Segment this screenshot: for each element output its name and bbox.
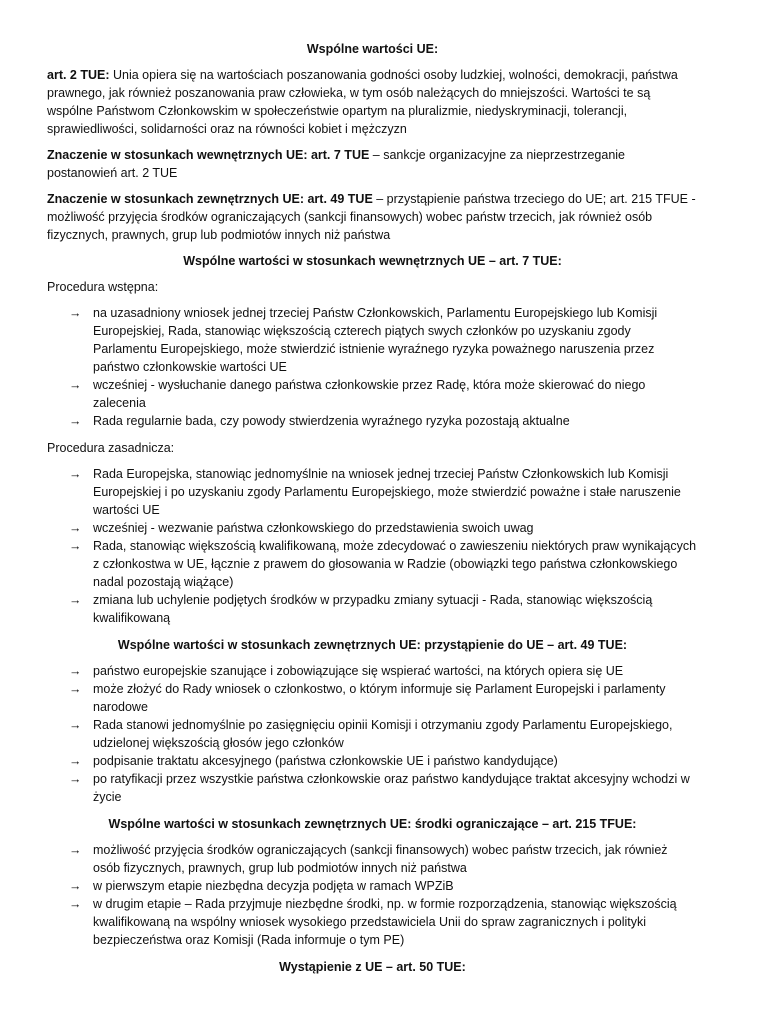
paragraph-internal-bold: Znaczenie w stosunkach wewnętrznych UE: art. 7 TUE <box>47 148 370 162</box>
paragraph-external-bold: Znaczenie w stosunkach zewnętrznych UE: art. 49 TUE <box>47 192 373 206</box>
list-item <box>69 519 698 537</box>
list-art215 <box>47 841 698 949</box>
list-item <box>69 752 698 770</box>
arrow-icon: → <box>69 772 82 786</box>
list-item-text: na uzasadniony wniosek jednej trzeciej Państw Członkowskich, Parlamentu Europejskiego lub Komisji Europejskiej, Rada, stanowiąc większością czterech piątych swych członków po uzyskaniu zgody Parlamentu Europejskiego, może stwierdzić istnienie wyraźnego ryzyka poważnego naruszenia przez państwo członkowskie wartości UE <box>93 306 658 374</box>
list-procedura-zasadnicza <box>47 465 698 627</box>
paragraph-internal-text: – sankcje organizacyjne za nieprzestrzeganie postanowień art. 2 TUE <box>47 148 626 180</box>
label-procedura-zasadnicza: Procedura zasadnicza: <box>47 441 175 455</box>
list-item-text: Rada regularnie bada, czy powody stwierdzenia wyraźnego ryzyka pozostają aktualne <box>93 414 570 428</box>
list-item-text: Rada Europejska, stanowiąc jednomyślnie na wniosek jednej trzeciej Państw Członkowskich lub Komisji Europejskiej i po uzyskaniu zgody Parlamentu Europejskiego, może stwierdzić poważne i stałe naruszenie wartości UE <box>93 467 681 517</box>
list-item-text: możliwość przyjęcia środków ograniczających (sankcji finansowych) wobec państw trzecich, jak również osób fizycznych, prawnych, grup lub podmiotów innych niż państwa <box>93 843 668 875</box>
list-item <box>69 680 698 716</box>
list-item <box>69 376 698 412</box>
list-item-text: może złożyć do Rady wniosek o członkostwo, o którym informuje się Parlament Europejski i parlamenty narodowe <box>93 682 666 714</box>
section-heading-art50: Wystąpienie z UE – art. 50 TUE: <box>279 960 466 974</box>
arrow-icon: → <box>69 593 82 607</box>
label-procedura-wstepna: Procedura wstępna: <box>47 280 159 294</box>
arrow-icon: → <box>69 306 82 320</box>
arrow-icon: → <box>69 843 82 857</box>
list-item <box>69 895 698 949</box>
document-title: Wspólne wartości UE: <box>306 42 439 56</box>
list-item-text: po ratyfikacji przez wszystkie państwa członkowskie oraz państwo kandydujące traktat akcesyjny wchodzi w życie <box>93 772 690 804</box>
list-art49 <box>47 662 698 806</box>
section-heading-art7: Wspólne wartości w stosunkach wewnętrznych UE – art. 7 TUE: <box>183 254 562 268</box>
section-heading-art215: Wspólne wartości w stosunkach zewnętrznych UE: środki ograniczające – art. 215 TFUE: <box>108 817 637 831</box>
list-item-text: w pierwszym etapie niezbędna decyzja podjęta w ramach WPZiB <box>93 879 454 893</box>
section-heading-art49: Wspólne wartości w stosunkach zewnętrznych UE: przystąpienie do UE – art. 49 TUE: <box>117 638 628 652</box>
arrow-icon: → <box>69 664 82 678</box>
paragraph-art2 <box>47 66 698 138</box>
arrow-icon: → <box>69 414 82 428</box>
list-item <box>69 841 698 877</box>
arrow-icon: → <box>69 897 82 911</box>
list-procedura-wstepna <box>47 304 698 430</box>
list-item <box>69 662 698 680</box>
arrow-icon: → <box>69 539 82 553</box>
paragraph-external-text: – przystąpienie państwa trzeciego do UE; art. 215 TFUE - możliwość przyjęcia środków ograniczających (sankcji finansowych) wobec państw trzecich, jak również osób fizycznych, prawnych, grup lub podmiotów innych niż państwa <box>47 192 696 242</box>
list-item <box>69 770 698 806</box>
arrow-icon: → <box>69 879 82 893</box>
list-item-text: zmiana lub uchylenie podjętych środków w przypadku zmiany sytuacji - Rada, stanowiąc większością kwalifikowaną <box>93 593 653 625</box>
arrow-icon: → <box>69 467 82 481</box>
list-item <box>69 465 698 519</box>
paragraph-art2-text: Unia opiera się na wartościach poszanowania godności osoby ludzkiej, wolności, demokracji, państwa prawnego, jak również poszanowania praw człowieka, w tym osób należących do mniejszości. Wartości te są wspólne Państwom Członkowskim w społeczeństwie opartym na pluralizmie, niedyskryminacji, tolerancji, sprawiedliwości, solidarności oraz na równości kobiet i mężczyzn <box>47 68 678 136</box>
list-item <box>69 537 698 591</box>
list-item <box>69 304 698 376</box>
list-item <box>69 716 698 752</box>
list-item-text: państwo europejskie szanujące i zobowiązujące się wspierać wartości, na których opiera się UE <box>93 664 624 678</box>
list-item <box>69 877 698 895</box>
list-item-text: wcześniej - wezwanie państwa członkowskiego do przedstawienia swoich uwag <box>93 521 534 535</box>
paragraph-art2-bold: art. 2 TUE: <box>47 68 110 82</box>
list-item <box>69 412 698 430</box>
paragraph-external <box>47 190 698 244</box>
paragraph-internal <box>47 146 698 182</box>
arrow-icon: → <box>69 378 82 392</box>
arrow-icon: → <box>69 754 82 768</box>
arrow-icon: → <box>69 682 82 696</box>
list-item <box>69 591 698 627</box>
arrow-icon: → <box>69 521 82 535</box>
list-item-text: podpisanie traktatu akcesyjnego (państwa członkowskie UE i państwo kandydujące) <box>93 754 558 768</box>
list-item-text: wcześniej - wysłuchanie danego państwa członkowskie przez Radę, która może skierować do niego zalecenia <box>93 378 646 410</box>
list-item-text: Rada, stanowiąc większością kwalifikowaną, może zdecydować o zawieszeniu niektórych praw wynikających z członkostwa w UE, łącznie z prawem do głosowania w Radzie (obowiązki tego państwa członkowskiego nadal pozostają wiążące) <box>93 539 697 589</box>
list-item-text: Rada stanowi jednomyślnie po zasięgnięciu opinii Komisji i otrzymaniu zgody Parlamentu Europejskiego, udzielonej większością głosów jego członków <box>93 718 673 750</box>
arrow-icon: → <box>69 718 82 732</box>
list-item-text: w drugim etapie – Rada przyjmuje niezbędne środki, np. w formie rozporządzenia, stanowiąc większością kwalifikowaną na wspólny wniosek wysokiego przedstawiciela Unii do spraw zagranicznych i polityki bezpieczeństwa oraz Komisji (Rada informuje o tym PE) <box>93 897 677 947</box>
